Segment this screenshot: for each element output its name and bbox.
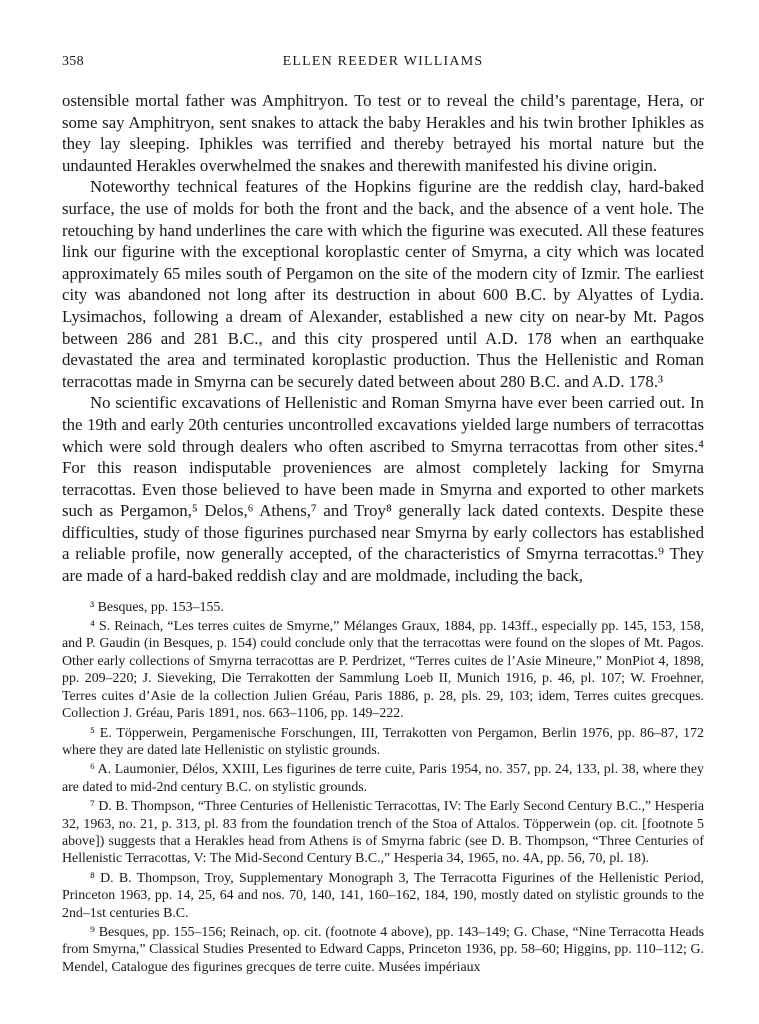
footnote-6: ⁶ A. Laumonier, Délos, XXIII, Les figurines de terre cuite, Paris 1954, no. 357, pp. 24, 133, pl. 38, where they are dated to mid-2nd century B.C. on stylistic grounds. xyxy=(62,762,704,795)
page xyxy=(62,54,704,976)
footnote-7: ⁷ D. B. Thompson, “Three Centuries of Hellenistic Terracottas, IV: The Early Second Century B.C.,” Hesperia 32, 1963, no. 21, p. 313, pl. 83 from the foundation trench of the Stoa of Attalos. Töpperwein (op. cit. [footnote 5 above]) suggests that a Herakles head from Athens is of Smyrna fabric (see D. B. Thompson, “Three Centuries of Hellenistic Terracottas, V: The Mid-Second Century B.C.,” Hesperia 34, 1965, no. 4A, pp. 56, 70, pl. 18). xyxy=(62,799,704,867)
footnotes xyxy=(62,599,704,977)
paragraph-2: Noteworthy technical features of the Hopkins figurine are the reddish clay, hard-baked surface, the use of molds for both the front and the back, and the absence of a vent hole. The retouching by hand underlines the care with which the figurine was executed. All these features link our figurine with the exceptional koroplastic center of Smyrna, a city which was located approximately 65 miles south of Pergamon on the site of the modern city of Izmir. The earliest city was abandoned not long after its destruction in about 600 B.C. by Alyattes of Lydia. Lysimachos, following a dream of Alexander, established a new city on near-by Mt. Pagos between 286 and 281 B.C., and this city prospered until A.D. 178 when an earthquake devastated the area and terminated koroplastic production. Thus the Hellenistic and Roman terracottas made in Smyrna can be securely dated between about 280 B.C. and A.D. 178.³ xyxy=(62,177,704,391)
page-number: 358 xyxy=(62,54,84,69)
footnote-3: ³ Besques, pp. 153–155. xyxy=(90,599,224,615)
footnote-4: ⁴ S. Reinach, “Les terres cuites de Smyrne,” Mélanges Graux, 1884, pp. 143ff., especially pp. 145, 153, 158, and P. Gaudin (in Besques, p. 154) could conclude only that the terracottas were found on the slopes of Mt. Pagos. Other early collections of Smyrna terracottas are P. Perdrizet, “Terres cuites de l’Asie Mineure,” MonPiot 4, 1898, pp. 209–220; J. Sieveking, Die Terrakotten der Sammlung Loeb II, Munich 1916, p. 46, pl. 107; W. Froehner, Terres cuites d’Asie de la collection Julien Gréau, Paris 1886, p. 28, pls. 29, 103; idem, Terres cuites grecques. Collection J. Gréau, Paris 1891, nos. 663–1106, pp. 149–222. xyxy=(62,619,704,722)
running-head: ELLEN REEDER WILLIAMS xyxy=(282,54,484,69)
footnote-9: ⁹ Besques, pp. 155–156; Reinach, op. cit. (footnote 4 above), pp. 143–149; G. Chase, “Nine Terracotta Heads from Smyrna,” Classical Studies Presented to Edward Capps, Princeton 1936, pp. 58–60; Higgins, pp. 110–112; G. Mendel, Catalogue des figurines grecques de terre cuite. Musées impériaux xyxy=(62,924,704,975)
body-text xyxy=(62,90,704,587)
footnote-8: ⁸ D. B. Thompson, Troy, Supplementary Monograph 3, The Terracotta Figurines of the Hellenistic Period, Princeton 1963, pp. 14, 25, 64 and nos. 70, 140, 141, 160–162, 184, 190, mostly dated on stylistic grounds to the 2nd–1st centuries B.C. xyxy=(62,870,704,921)
page-header xyxy=(62,54,704,76)
paragraph-1: ostensible mortal father was Amphitryon. To test or to reveal the child’s parentage, Hera, or some say Amphitryon, sent snakes to attack the baby Herakles and his twin brother Iphikles as they lay sleeping. Iphikles was terrified and thereby betrayed his mortal nature but the undaunted Herakles overwhelmed the snakes and therewith manifested his divine origin. xyxy=(62,91,704,175)
paragraph-3: No scientific excavations of Hellenistic and Roman Smyrna have ever been carried out. In the 19th and early 20th centuries uncontrolled excavations yielded large numbers of terracottas which were sold through dealers who often ascribed to Smyrna terracottas from other sites.⁴ For this reason indisputable proveniences are almost completely lacking for Smyrna terracottas. Even those believed to have been made in Smyrna and exported to other markets such as Pergamon,⁵ Delos,⁶ Athens,⁷ and Troy⁸ generally lack dated contexts. Despite these difficulties, study of those figurines purchased near Smyrna by early collectors has established a reliable profile, now generally accepted, of the characteristics of Smyrna terracottas.⁹ They are made of a hard-baked reddish clay and are moldmade, including the back, xyxy=(62,393,704,586)
footnote-5: ⁵ E. Töpperwein, Pergamenische Forschungen, III, Terrakotten von Pergamon, Berlin 1976, pp. 86–87, 172 where they are dated late Hellenistic on stylistic grounds. xyxy=(62,725,704,758)
